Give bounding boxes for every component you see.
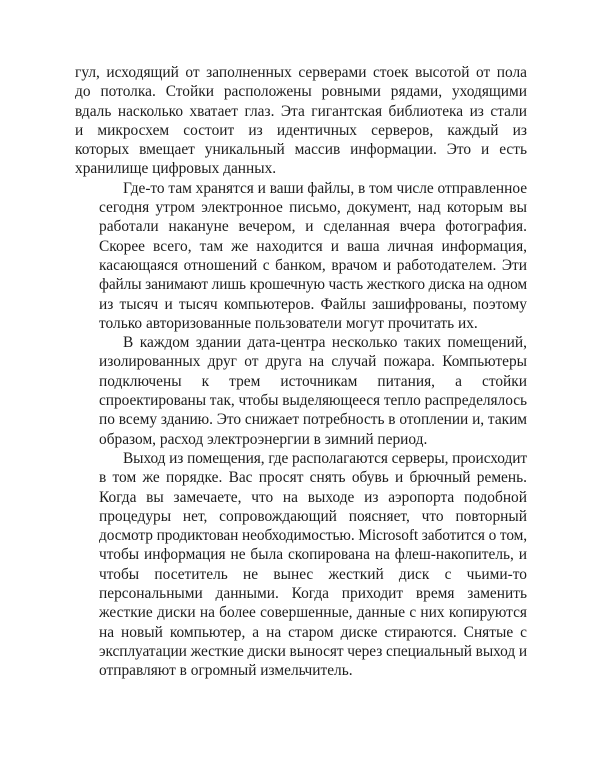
text-line: вдаль насколько хватает глаз. Эта гигантская библиотека из стали	[75, 102, 527, 120]
text-line: на новый компьютер, а на старом диске стираются. Снятые с	[99, 623, 527, 641]
text-line: и микросхем состоит из идентичных серверов, каждый из	[75, 121, 527, 139]
text-line: хранилище цифровых данных.	[75, 160, 277, 178]
text-line: чтобы посетитель не вынес жесткий диск с чьими-то	[99, 565, 527, 583]
text-line: Выход из помещения, где располагаются серверы, происходит	[123, 449, 527, 467]
text-line: В каждом здании дата-центра несколько таких помещений,	[123, 334, 527, 352]
text-line: подключены к трем источникам питания, а стойки	[99, 372, 527, 390]
text-line: гул, исходящий от заполненных серверами стоек высотой от пола	[75, 64, 527, 81]
text-line: отправляют в огромный измельчитель.	[99, 662, 353, 680]
text-line: файлы занимают лишь крошечную часть жесткого диска на одном	[99, 276, 527, 294]
text-line: сегодня утром электронное письмо, документ, над которым вы	[99, 199, 527, 217]
text-line: спроектированы так, чтобы выделяющееся тепло распределялось	[99, 392, 527, 410]
text-line: чтобы информация не была скопирована на флеш-накопитель, и	[99, 546, 527, 564]
document-page	[75, 63, 527, 681]
text-line: работали накануне вечером, и сделанная вчера фотография.	[99, 218, 527, 236]
paragraph-2	[75, 179, 527, 333]
text-line: касающаяся отношений с банком, врачом и работодателем. Эти	[99, 256, 527, 274]
text-line: до потолка. Стойки расположены ровными рядами, уходящими	[75, 83, 527, 101]
text-line: только авторизованные пользователи могут прочитать их.	[99, 314, 478, 332]
text-line: образом, расход электроэнергии в зимний период.	[99, 430, 428, 448]
text-line: Где-то там хранятся и ваши файлы, в том числе отправленное	[123, 179, 527, 197]
text-line: в том же порядке. Вас просят снять обувь и брючный ремень.	[99, 469, 527, 487]
text-line: по всему зданию. Это снижает потребность в отоплении и, таким	[99, 411, 527, 429]
text-line: изолированных друг от друга на случай пожара. Компьютеры	[99, 353, 527, 371]
text-line: из тысяч и тысяч компьютеров. Файлы зашифрованы, поэтому	[99, 295, 527, 313]
paragraph-4	[75, 449, 527, 681]
text-line: процедуры нет, сопровождающий поясняет, что повторный	[99, 507, 527, 525]
text-line: досмотр продиктован необходимостью. Microsoft заботится о том,	[99, 527, 527, 545]
text-line: жесткие диски на более совершенные, данные с них копируются	[99, 604, 527, 622]
text-line: персональными данными. Когда приходит время заменить	[99, 585, 527, 603]
text-line: которых вмещает уникальный массив информации. Это и есть	[75, 141, 527, 159]
paragraph-3	[75, 333, 527, 449]
paragraph-1	[75, 63, 527, 179]
text-line: Когда вы замечаете, что на выходе из аэропорта подобной	[99, 488, 527, 506]
text-line: Скорее всего, там же находится и ваша личная информация,	[99, 237, 527, 255]
text-line: эксплуатации жесткие диски выносят через специальный выход и	[99, 642, 527, 660]
